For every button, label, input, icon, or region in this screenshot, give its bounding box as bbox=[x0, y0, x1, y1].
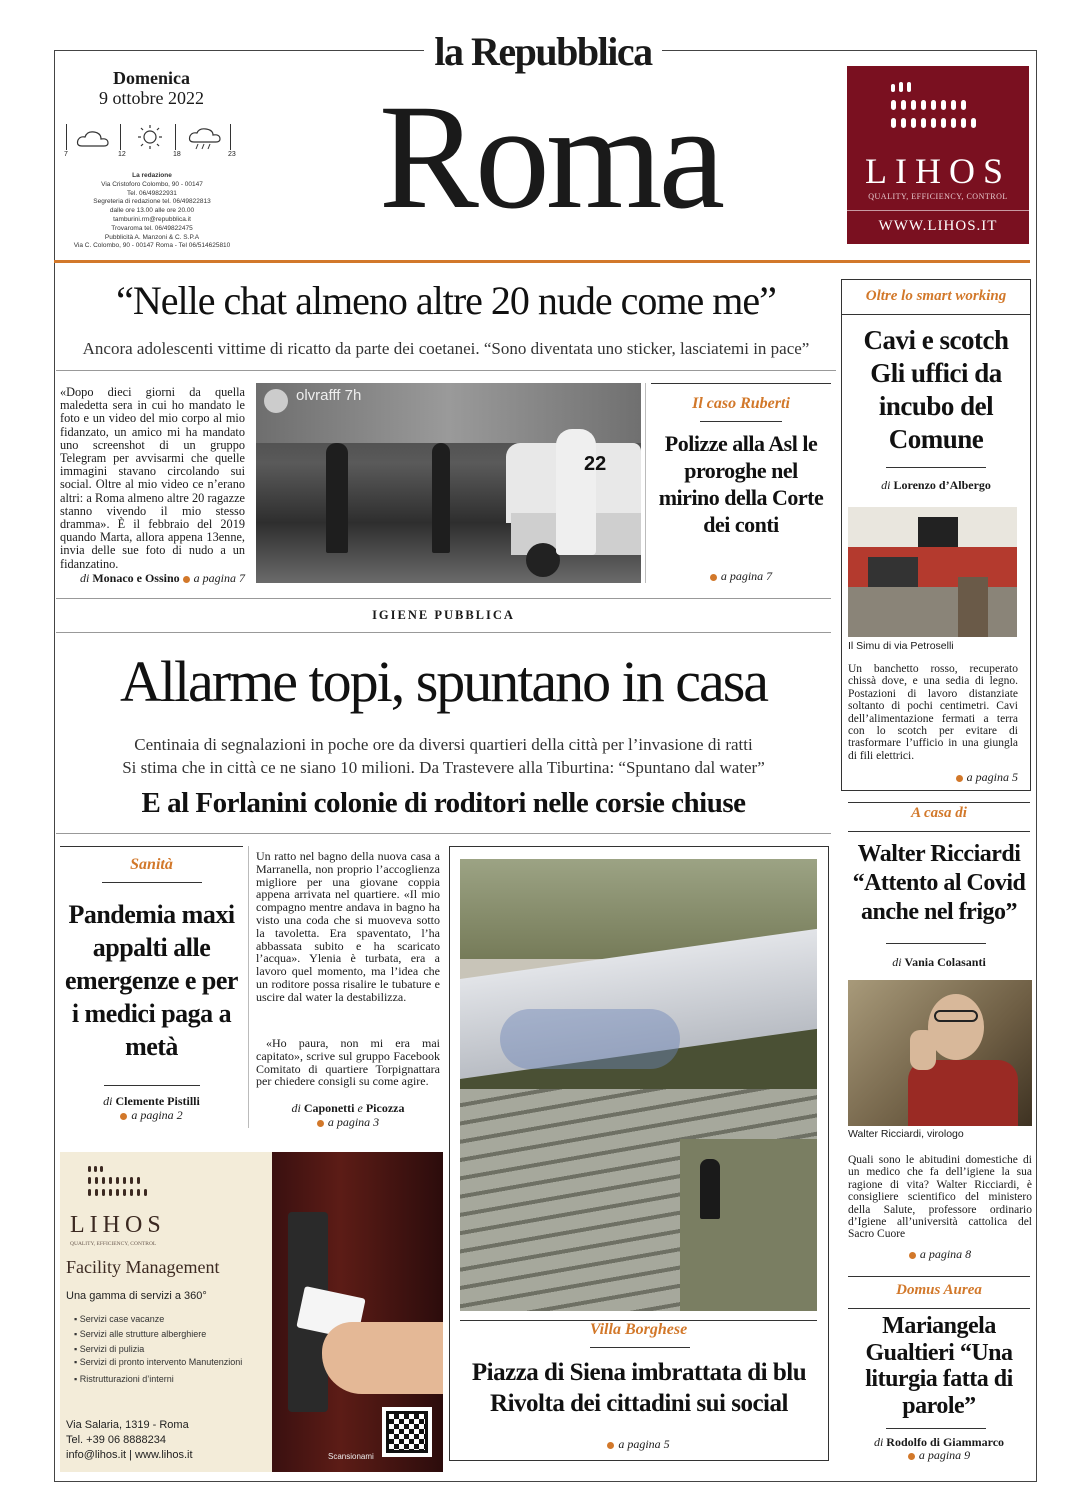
ruberti-kicker: Il caso Ruberti bbox=[692, 395, 790, 412]
frame-bottom bbox=[54, 1481, 1037, 1482]
smart-page-ref[interactable]: a pagina 5 bbox=[966, 770, 1018, 784]
lead-photo: olvrafff 7h 22 bbox=[256, 383, 641, 583]
sanita-page-ref[interactable]: a pagina 2 bbox=[131, 1108, 183, 1122]
redazione-info: La redazione Via Cristoforo Colombo, 90 - 00147 Tel. 06/49822931 Segreteria di redazione tel. 06/49822813 dalle ore 13.00 alle ore 20.00 tamburini.rm@repubblica.it Trovaroma tel. 06/49822475 Pubblicità A. Manzoni & C. S.P.A Via C. Colombo, 90 - 00147 Roma - Tel 06/514625810 bbox=[73, 172, 231, 250]
lead-byline: di Monaco e Ossino a pagina 7 bbox=[79, 571, 245, 585]
ricciardi-kicker: A casa di bbox=[911, 805, 967, 821]
topi-sub-1: Centinaia di segnalazioni in poche ore da diversi quartieri della città per l’invasione di ratti bbox=[134, 735, 753, 754]
orange-divider bbox=[54, 260, 1030, 263]
issue-day: Domenica bbox=[113, 68, 190, 88]
smart-body: Un banchetto rosso, recuperato chissà dove, e una sedia di legno. Postazioni di lavoro distanziate soltanto di pochi centimetri. Cavi dell’alimentazione fermati a terra con lo scotch per evitare di trasformare l’ufficio in una giungla di fili elettrici. bbox=[848, 663, 1018, 762]
ruberti-headline[interactable]: Polizze alla Asl le proroghe nel mirino della Corte dei conti bbox=[658, 431, 824, 537]
colosseum-logo-icon bbox=[86, 1164, 150, 1198]
colosseum-logo-icon bbox=[887, 78, 989, 134]
borghese-headline[interactable]: Piazza di Siena imbrattata di blu Rivolta dei cittadini sui social bbox=[471, 1359, 807, 1417]
frame-top-left bbox=[54, 50, 424, 51]
photo-overlay-text: olvrafff 7h bbox=[296, 387, 362, 404]
smart-kicker: Oltre lo smart working bbox=[865, 288, 1007, 304]
ad-contacts: Via Salaria, 1319 - Roma Tel. +39 06 8888234 info@lihos.it | www.lihos.it bbox=[66, 1419, 193, 1461]
topi-body-2: «Ho paura, non mi era mai capitato», scrive sul gruppo Facebook Comitato di quartiere Torpignattara per chiedere consigli su come agire. bbox=[256, 1036, 440, 1089]
edition-title: Roma bbox=[378, 74, 722, 240]
topi-byline: di Caponetti e Picozza bbox=[291, 1101, 405, 1115]
smart-headline[interactable]: Cavi e scotch Gli uffici da incubo del Comune bbox=[863, 325, 1009, 454]
brand-logo[interactable]: la Repubblica bbox=[434, 29, 652, 74]
topi-body-1: Un ratto nel bagno della nuova casa a Marranella, non proprio l’accoglienza migliore per una giovane coppia appena arrivata nel quartiere. «Il mio compagno mentre andava in bagno ha visto una coda che si muoveva sotto la tavoletta. Era spaventato, l’ha abbassata subito e ha scaricato l’acqua». Ylenia è turbata, era a lavoro quel momento, ma l’idea che un roditore possa risalire le tubature e uscire dal water la destabilizza. bbox=[256, 849, 440, 1004]
ricciardi-body: Quali sono le abitudini domestiche di un medico che fa dell’igiene la sua ragione di vita? Walter Ricciardi, è consigliere scientifico del ministero della Salute, professore ordinario d’Igiene all’università cattolica del Sacro Cuore bbox=[848, 1154, 1032, 1241]
domus-headline[interactable]: Mariangela Gualtieri “Una liturgia fatta di parole” bbox=[865, 1313, 1013, 1419]
frame-left bbox=[54, 50, 55, 1482]
topi-page-ref[interactable]: a pagina 3 bbox=[327, 1115, 380, 1129]
domus-kicker: Domus Aurea bbox=[896, 1282, 982, 1298]
lead-page-ref[interactable]: a pagina 7 bbox=[193, 571, 245, 585]
frame-top-right bbox=[662, 50, 1037, 51]
cloud-icon bbox=[76, 130, 112, 148]
ad-service-list: ▪ Servizi case vacanze ▪ Servizi alle strutture alberghiere ▪ Servizi di pulizia ▪ Servizi di pronto intervento Manutenzioni ▪ Ristrutturazioni d’interni bbox=[74, 1314, 243, 1384]
qr-code-icon[interactable] bbox=[382, 1407, 432, 1457]
ad-url-link[interactable]: WWW.LIHOS.IT bbox=[878, 218, 998, 234]
ad-contact-link[interactable]: info@lihos.it | www.lihos.it bbox=[66, 1449, 193, 1461]
ricciardi-photo bbox=[848, 980, 1032, 1126]
topi-sub-2: Si stima che in città ce ne siano 10 milioni. Da Trastevere alla Tiburtina: “Spuntano dal water” bbox=[122, 758, 765, 777]
topi-second-headline[interactable]: E al Forlanini colonie di roditori nelle corsie chiuse bbox=[141, 787, 746, 819]
borghese-photo bbox=[460, 859, 817, 1311]
ricciardi-caption: Walter Ricciardi, virologo bbox=[848, 1128, 964, 1140]
domus-byline: di Rodolfo di Giammarco bbox=[873, 1435, 1005, 1449]
section-label: IGIENE PUBBLICA bbox=[372, 608, 515, 622]
smart-byline: di Lorenzo d’Albergo bbox=[881, 478, 991, 492]
ricciardi-headline[interactable]: Walter Ricciardi “Attento al Covid anche nel frigo” bbox=[852, 841, 1026, 925]
smart-caption: Il Simu di via Petroselli bbox=[848, 640, 954, 652]
avatar bbox=[264, 389, 288, 413]
borghese-page-ref[interactable]: a pagina 5 bbox=[618, 1437, 670, 1451]
weather-strip: 7 12 18 23 bbox=[62, 124, 242, 160]
sanita-headline[interactable]: Pandemia maxi appalti alle emergenze e per i medici paga a metà bbox=[65, 900, 238, 1061]
sanita-byline: di Clemente Pistilli bbox=[103, 1094, 200, 1108]
rain-cloud-icon bbox=[188, 128, 224, 150]
domus-page-ref[interactable]: a pagina 9 bbox=[918, 1448, 971, 1462]
ad-lihos-top[interactable]: LIHOS QUALITY, EFFICIENCY, CONTROL WWW.LIHOS.IT bbox=[847, 66, 1029, 244]
ricciardi-byline: di Vania Colasanti bbox=[892, 955, 986, 969]
issue-date: 9 ottobre 2022 bbox=[99, 88, 204, 108]
lead-body: «Dopo dieci giorni da quella maledetta sera in cui ho mandato le foto e un video del mio corpo al mio fidanzato, un amico mi ha mandato uno screenshot di un gruppo Telegram per avvisarmi che quelle immagini stavano circolando sui social. Oltre al mio video ce n’erano altri: a Roma almeno altre 20 ragazze stanno vivendo il mio stesso dramma». È il febbraio del 2019 quando Marta, allora appena 13enne, invia delle sue foto di nudo a un fidanzatino. bbox=[60, 386, 245, 571]
borghese-kicker: Villa Borghese bbox=[589, 1321, 688, 1338]
sun-icon bbox=[134, 124, 166, 150]
lead-subhead: Ancora adolescenti vittime di ricatto da parte dei coetanei. “Sono diventata uno sticker, lasciatemi in pace” bbox=[82, 339, 810, 358]
frame-right bbox=[1036, 50, 1037, 1482]
ad-lihos-bottom[interactable]: LIHOS QUALITY, EFFICIENCY, CONTROL Facility Management Una gamma di servizi a 360° ▪ Servizi case vacanze ▪ Servizi alle strutture alberghiere ▪ Servizi di pulizia ▪ Servizi di pronto intervento Manutenzioni ▪ Ristrutturazioni d’interni Via Salaria, 1319 - Roma Tel. +39 06 8888234 info@lihos.it | www.lihos.it Scansionami bbox=[60, 1152, 443, 1472]
ricciardi-page-ref[interactable]: a pagina 8 bbox=[919, 1247, 972, 1261]
lead-headline[interactable]: “Nelle chat almeno altre 20 nude come me” bbox=[116, 278, 776, 323]
ruberti-page-ref[interactable]: a pagina 7 bbox=[720, 569, 773, 583]
topi-headline[interactable]: Allarme topi, spuntano in casa bbox=[119, 649, 768, 714]
office-photo bbox=[848, 507, 1017, 637]
sanita-kicker: Sanità bbox=[130, 856, 173, 873]
